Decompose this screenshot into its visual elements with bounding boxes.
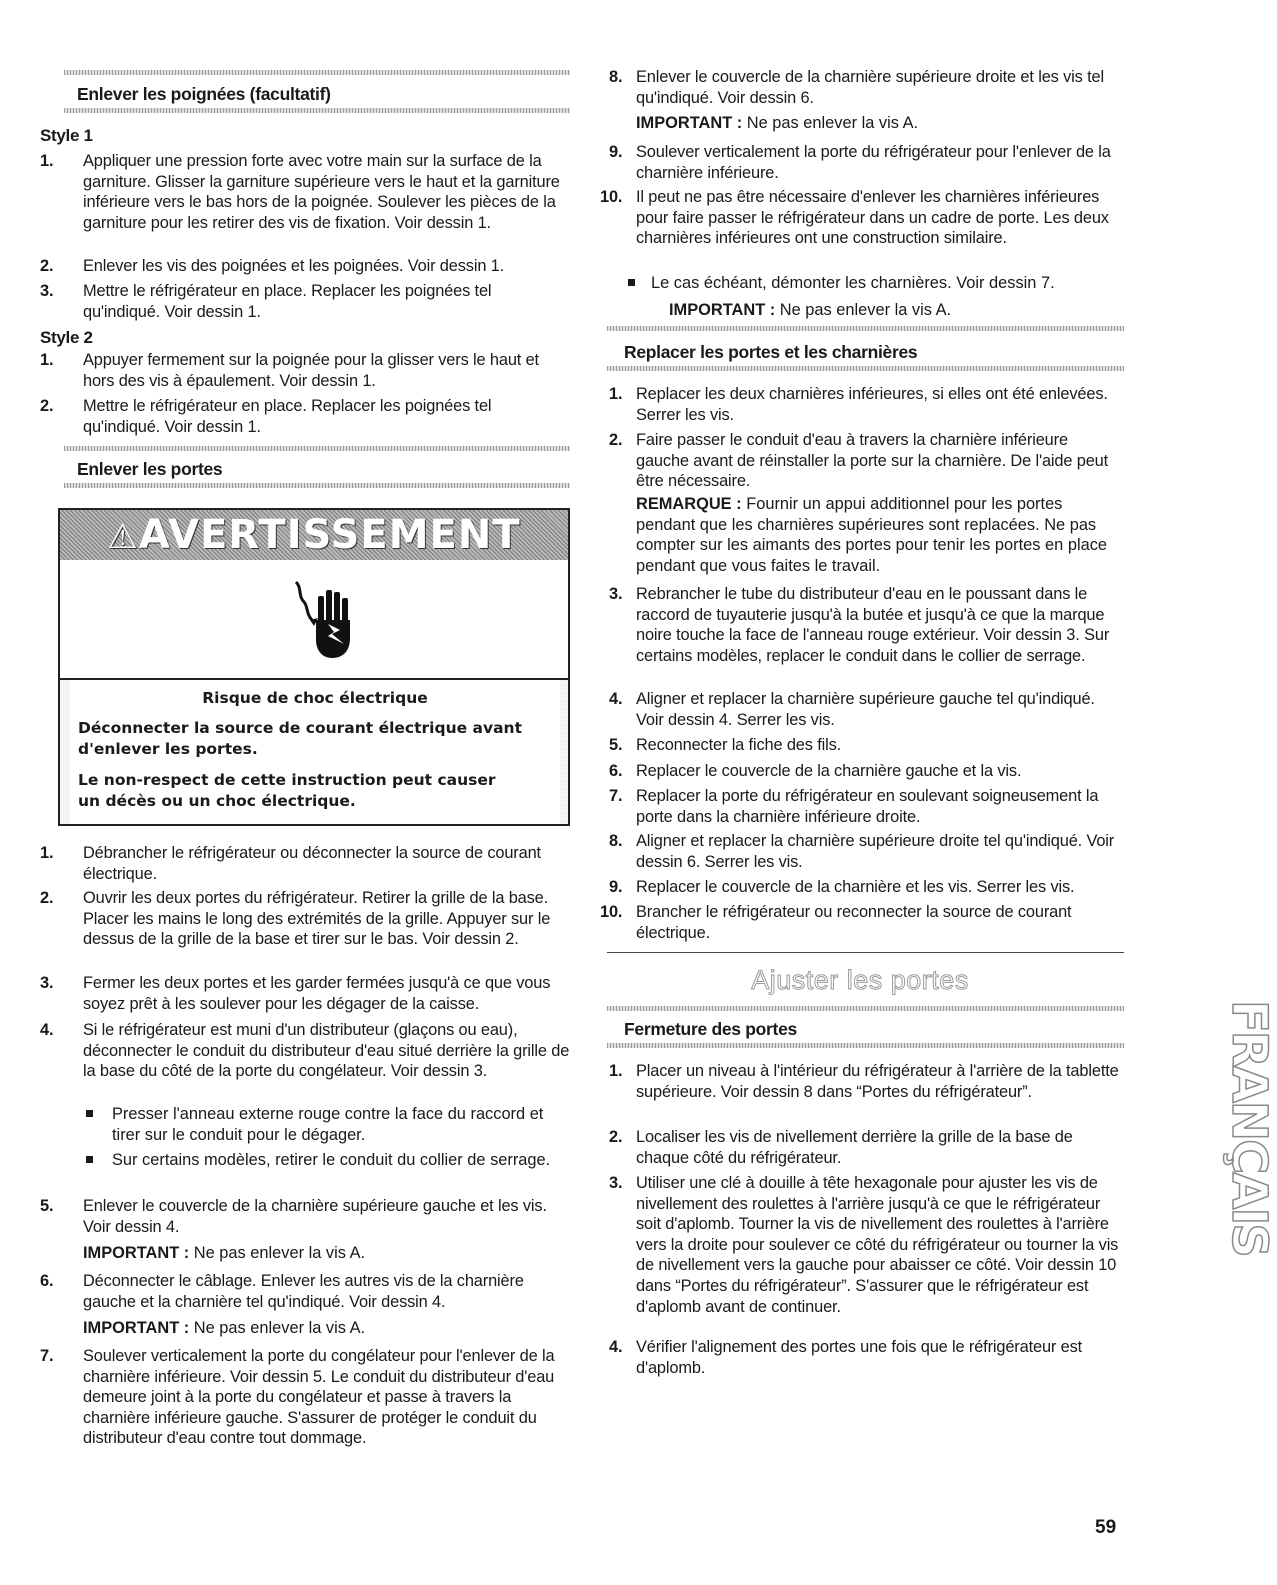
list-item: 2. Faire passer le conduit d'eau à travers la charnière inférieure gauche avant de réinstaller la porte sur la charnière. De l'aide peut être nécessaire. xyxy=(609,431,1109,491)
style2-heading: Style 2 xyxy=(40,328,93,347)
page-number: 59 xyxy=(1095,1517,1117,1538)
list-item: 3. Utiliser une clé à douille à tête hexagonale pour ajuster les vis de nivellement des roulettes à l'arrière jusqu'à ce que le réfrigérateur soit d'aplomb. Tourner la vis de nivellement des roulettes à l'arrière vers la droite pour soulever ce côté du réfrigérateur ou tourner la vis de nivellement vers la gauche pour abaisser ce côté. Voir dessin 10 dans “Portes du réfrigérateur”. S'assurer que le réfrigérateur est d'aplomb avant de continuer. xyxy=(609,1174,1119,1316)
warning-body xyxy=(60,680,568,824)
section-title-replace-doors: Replacer les portes et les charnières xyxy=(624,342,918,362)
important-note: IMPORTANT : Ne pas enlever la vis A. xyxy=(636,114,919,132)
important-note: IMPORTANT : Ne pas enlever la vis A. xyxy=(83,1319,366,1337)
section-rule xyxy=(607,326,1124,331)
section-rule xyxy=(64,446,570,451)
list-item: 2. Localiser les vis de nivellement derrière la grille de la base de chaque côté du réfrigérateur. xyxy=(609,1128,1073,1167)
warning-line: un décès ou un choc électrique. xyxy=(78,792,356,810)
list-item: 7. Soulever verticalement la porte du congélateur pour l'enlever de la charnière inférieure. Voir dessin 5. Le conduit du distributeur d'eau demeure joint à la porte du congélateur et passe à travers la charnière inférieure gauche. S'assurer de protéger le conduit du distributeur d'eau contre tout dommage. xyxy=(40,1347,555,1448)
list-item: 1. Appliquer une pression forte avec votre main sur la surface de la garniture. Glisser la garniture supérieure vers le haut et la garniture inférieure vers le bas hors de la poignée. Soulever les pièces de la garniture pour les retirer des vis de fixation. Voir dessin 1. xyxy=(40,152,560,232)
bullet-square-icon xyxy=(86,1110,93,1117)
style1-heading: Style 1 xyxy=(40,126,93,145)
list-item: 5. Reconnecter la fiche des fils. xyxy=(609,736,842,754)
warning-risk: Risque de choc électrique xyxy=(202,689,428,707)
list-item: 7. Replacer la porte du réfrigérateur en soulevant soigneusement la porte dans la charnière inférieure droite. xyxy=(609,787,1099,826)
list-item: 9. Replacer le couvercle de la charnière et les vis. Serrer les vis. xyxy=(609,878,1075,896)
electric-shock-icon xyxy=(288,574,358,664)
warning-triangle-icon: ⚠ xyxy=(107,517,139,557)
section-title-handles: Enlever les poignées (facultatif) xyxy=(77,84,331,104)
remarque-note: REMARQUE : Fournir un appui additionnel pour les portes pendant que les charnières supérieures sont replacées. Ne pas compter sur les aimants des portes pour tenir les portes en place pendant que vous faites le travail. xyxy=(636,495,1108,575)
list-item: 2. Ouvrir les deux portes du réfrigérateur. Retirer la grille de la base. Placer les mains le long des extrémités de la grille. Appuyer sur le dessus de la grille de la base et tirer sur le bas. Voir dessin 2. xyxy=(40,889,551,949)
warning-box xyxy=(58,508,570,826)
list-item: 1. Débrancher le réfrigérateur ou déconnecter la source de courant électrique. xyxy=(40,844,541,883)
list-item: 4. Vérifier l'alignement des portes une fois que le réfrigérateur est d'aplomb. xyxy=(609,1338,1083,1377)
list-item: 6. Déconnecter le câblage. Enlever les autres vis de la charnière gauche et la charnière tel qu'indiqué. Voir dessin 4. xyxy=(40,1272,524,1311)
list-item: 10. Il peut ne pas être nécessaire d'enlever les charnières inférieures pour faire passer le réfrigérateur dans un cadre de porte. Les deux charnières inférieures ont une construction similaire. xyxy=(600,188,1109,248)
list-item: 4. Si le réfrigérateur est muni d'un distributeur (glaçons ou eau), déconnecter le conduit du distributeur d'eau situé derrière la grille de la base du côté de la porte du congélateur. Voir dessin 3. xyxy=(40,1021,570,1081)
list-item: 8. Aligner et replacer la charnière supérieure droite tel qu'indiqué. Voir dessin 6. Serrer les vis. xyxy=(609,832,1115,871)
warning-header xyxy=(60,510,568,560)
list-item: 1. Appuyer fermement sur la poignée pour la glisser vers le haut et hors des vis à épaulement. Voir dessin 1. xyxy=(40,351,539,390)
section-title-remove-doors: Enlever les portes xyxy=(77,459,223,479)
important-note: IMPORTANT : Ne pas enlever la vis A. xyxy=(83,1244,366,1262)
list-item: 2. Enlever les vis des poignées et les poignées. Voir dessin 1. xyxy=(40,257,505,275)
warning-title: ⚠AVERTISSEMENT xyxy=(107,512,521,558)
bullet-square-icon xyxy=(628,279,635,286)
section-rule xyxy=(64,108,570,113)
bullet-item: Presser l'anneau externe rouge contre la face du raccord et tirer sur le conduit pour le dégager. xyxy=(86,1104,570,1145)
section-rule xyxy=(607,1043,1124,1048)
list-item: 4. Aligner et replacer la charnière supérieure gauche tel qu'indiqué. Voir dessin 4. Serrer les vis. xyxy=(609,690,1095,729)
list-item: 6. Replacer le couvercle de la charnière gauche et la vis. xyxy=(609,762,1022,780)
section-rule xyxy=(64,483,570,488)
warning-line: d'enlever les portes. xyxy=(78,740,258,758)
divider xyxy=(607,952,1124,953)
bullet-square-icon xyxy=(86,1156,93,1163)
warning-line: Déconnecter la source de courant électrique avant xyxy=(78,719,522,737)
section-title-closing-doors: Fermeture des portes xyxy=(624,1019,797,1039)
list-item: 5. Enlever le couvercle de la charnière supérieure gauche et les vis. Voir dessin 4. xyxy=(40,1197,547,1236)
list-item: 3. Rebrancher le tube du distributeur d'eau en le poussant dans le raccord de tuyauterie jusqu'à la butée et jusqu'à ce que la marque noire touche la face de l'anneau rouge extérieur. Voir dessin 3. Sur certains modèles, replacer le conduit dans le collier de serrage. xyxy=(609,585,1110,665)
section-rule xyxy=(607,366,1124,371)
list-item: 3. Mettre le réfrigérateur en place. Replacer les poignées tel qu'indiqué. Voir dessin 1. xyxy=(40,282,492,321)
section-rule xyxy=(64,70,570,75)
bullet-item: Le cas échéant, démonter les charnières. Voir dessin 7. xyxy=(628,273,1124,294)
list-item: 9. Soulever verticalement la porte du réfrigérateur pour l'enlever de la charnière inférieure. xyxy=(609,143,1111,182)
list-item: 2. Mettre le réfrigérateur en place. Replacer les poignées tel qu'indiqué. Voir dessin 1. xyxy=(40,397,492,436)
shock-hazard-area xyxy=(60,560,568,680)
chapter-title-adjust-doors: Ajuster les portes xyxy=(751,965,969,995)
list-item: 8. Enlever le couvercle de la charnière supérieure droite et les vis tel qu'indiqué. Voir dessin 6. xyxy=(609,68,1104,107)
list-item: 1. Replacer les deux charnières inférieures, si elles ont été enlevées. Serrer les vis. xyxy=(609,385,1108,424)
section-rule xyxy=(607,1006,1124,1011)
list-item: 1. Placer un niveau à l'intérieur du réfrigérateur à l'arrière de la tablette supérieure. Voir dessin 8 dans “Portes du réfrigérateur”. xyxy=(609,1062,1119,1101)
important-note: IMPORTANT : Ne pas enlever la vis A. xyxy=(669,301,952,319)
language-side-tab: FRANÇAIS xyxy=(1221,1000,1277,1256)
list-item: 3. Fermer les deux portes et les garder fermées jusqu'à ce que vous soyez prêt à les soulever pour les dégager de la caisse. xyxy=(40,974,551,1013)
bullet-item: Sur certains modèles, retirer le conduit du collier de serrage. xyxy=(86,1150,570,1171)
list-item: 10. Brancher le réfrigérateur ou reconnecter la source de courant électrique. xyxy=(600,903,1072,942)
warning-line: Le non-respect de cette instruction peut causer xyxy=(78,771,496,789)
